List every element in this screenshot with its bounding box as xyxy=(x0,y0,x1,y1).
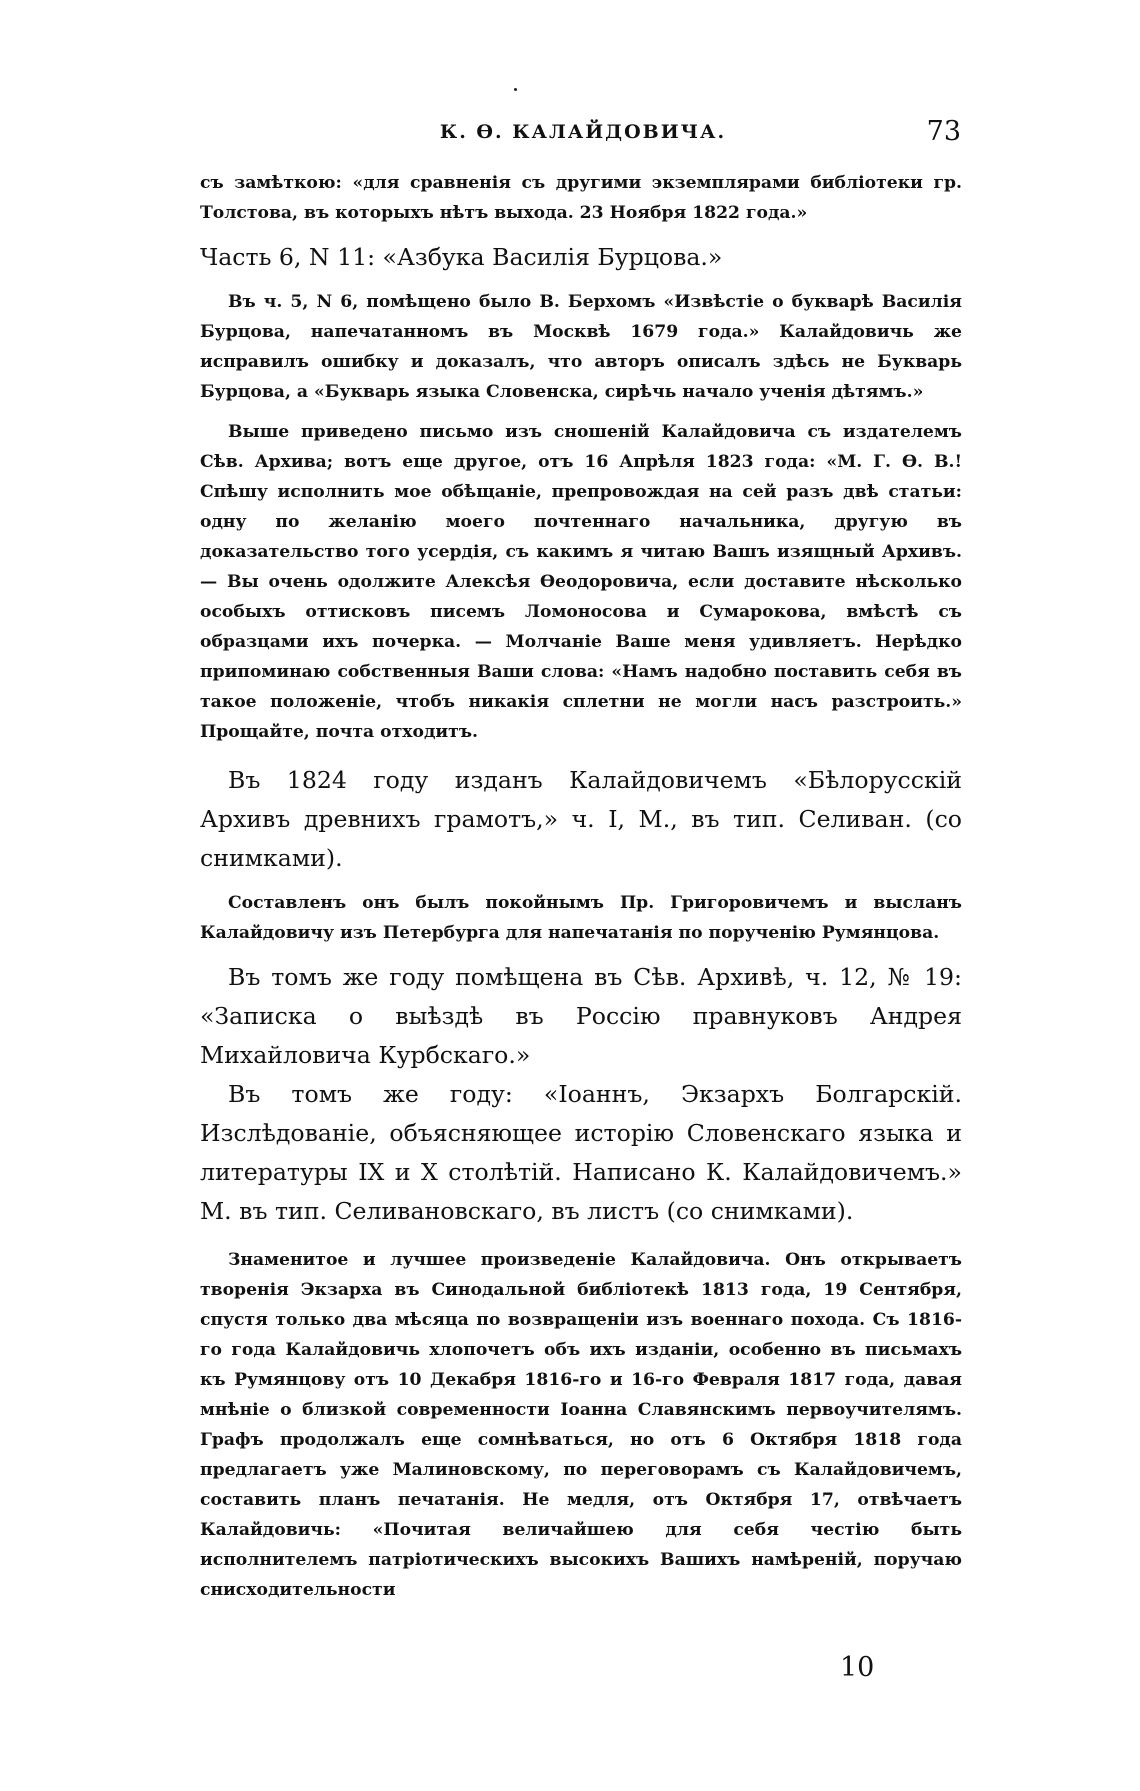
paragraph-note-famous-work: Знаменитое и лучшее произведеніе Калайдовича. Онъ открываетъ творенія Экзарха въ Синодальной библіотекѣ 1813 года, 19 Сентября, спустя только два мѣсяца по возвращеніи изъ военнаго похода. Съ 1816-го года Калайдовичь хлопочетъ объ ихъ изданіи, особенно въ письмахъ къ Румянцову отъ 10 Декабря 1816-го и 16-го Февраля 1817 года, давая мнѣніе о близкой современности Іоанна Славянскимъ первоучителямъ. Графъ продолжалъ еще сомнѣваться, но отъ 6 Октября 1818 года предлагаетъ уже Малиновскому, по переговорамъ съ Калайдовичемъ, составить планъ печатанія. Не медля, отъ Октября 17, отвѣчаетъ Калайдовичь: «Почитая величайшею для себя честію быть исполнителемъ патріотическихъ высокихъ Вашихъ намѣреній, поручаю снисходительности xyxy=(200,1250,962,1600)
ink-speck xyxy=(514,88,517,91)
paragraph-note-continuation: съ замѣткою: «для сравненія съ другими экземплярами библіотеки гр. Толстова, въ которыхъ нѣтъ выхода. 23 Ноября 1822 года.» xyxy=(200,173,962,223)
page-header xyxy=(205,112,961,152)
paragraph-note-letter: Выше приведено письмо изъ сношеній Калайдовича съ издателемъ Сѣв. Архива; вотъ еще другое, отъ 16 Апрѣля 1823 года: «М. Г. Ѳ. В.! Спѣшу исполнить мое обѣщаніе, препровождая на сей разъ двѣ статьи: одну по желанію моего почтеннаго начальника, другую въ доказательство того усердія, съ какимъ я читаю Вашъ изящный Архивъ. — Вы очень одолжите Алексѣя Ѳеодоровича, если доставите нѣсколько особыхъ оттисковъ писемъ Ломоносова и Сумарокова, вмѣстѣ съ образцами ихъ почерка. — Молчаніе Ваше меня удивляетъ. Нерѣдко припоминаю собственныя Ваши слова: «Намъ надобно поставить себя въ такое положеніе, чтобъ никакія сплетни не могли насъ разстроить.» Прощайте, почта отходитъ. xyxy=(200,422,962,742)
page-body xyxy=(200,168,962,1605)
paragraph-note-grigorovich: Составленъ онъ былъ покойнымъ Пр. Григоровичемъ и высланъ Калайдовичу изъ Петербурга для напечатанія по порученію Румянцова. xyxy=(200,893,962,943)
paragraph-entry-part6: Часть 6, N 11: «Азбука Василія Бурцова.» xyxy=(200,243,723,271)
paragraph-entry-exarch: Въ томъ же году: «Іоаннъ, Экзархъ Болгарскій. Изслѣдованіе, объясняющее исторію Словенскаго языка и литературы IX и X столѣтій. Написано К. Калайдовичемъ.» М. въ тип. Селивановскаго, въ листъ (со снимками). xyxy=(200,1080,962,1225)
paragraph-entry-kurbsky: Въ томъ же году помѣщена въ Сѣв. Архивѣ, ч. 12, № 19: «Записка о выѣздѣ въ Россію правнуковъ Андрея Михайловича Курбскаго.» xyxy=(200,963,962,1069)
paragraph-entry-1824: Въ 1824 году изданъ Калайдовичемъ «Бѣлорусскій Архивъ древнихъ грамотъ,» ч. I, М., въ тип. Селиван. (со снимками). xyxy=(200,766,962,872)
page-number: 73 xyxy=(926,116,961,147)
running-head: К. Ѳ. КАЛАЙДОВИЧА. xyxy=(439,121,727,143)
signature-mark: 10 xyxy=(840,1652,875,1683)
paragraph-note-berkh: Въ ч. 5, N 6, помѣщено было В. Берхомъ «Извѣстіе о букварѣ Василія Бурцова, напечатанномъ въ Москвѣ 1679 года.» Калайдовичь же исправилъ ошибку и доказалъ, что авторъ описалъ здѣсь не Букварь Бурцова, а «Букварь языка Словенска, сирѣчь начало ученія дѣтямъ.» xyxy=(200,292,962,402)
